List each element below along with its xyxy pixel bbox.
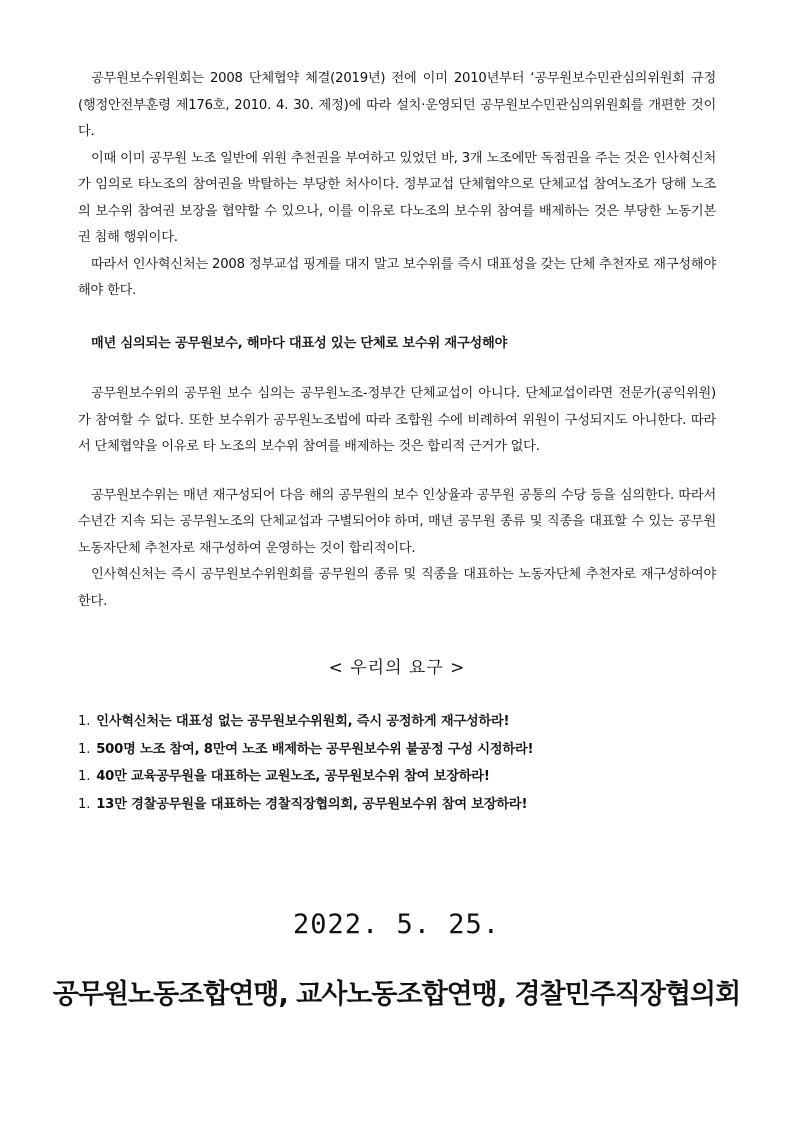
demand-number: 1. <box>78 769 91 784</box>
demand-text: 인사혁신처는 대표성 없는 공무원보수위원회, 즉시 공정하게 재구성하라! <box>96 714 510 729</box>
intro-paragraph-1: 공무원보수위원회는 2008 단체협약 체결(2019년) 전에 이미 2010년부터 ‘공무원보수민관심의위원회 규정(행정안전부훈령 제176호, 2010. 4. 30. 제정)에 따라 설치·운영되던 공무원보수민관심의위원회를 개편한 것이다. <box>78 71 716 139</box>
document-date: 2022. 5. 25. <box>292 909 501 940</box>
demands-list <box>78 708 716 818</box>
intro-paragraph-2: 이때 이미 공무원 노조 일반에 위원 추천권을 부여하고 있었던 바, 3개 노조에만 독점권을 주는 것은 인사혁신처가 임의로 타노조의 참여권을 박탈하는 부당한 처사이다. 정부교섭 단체협약으로 단체교섭 참여노조가 당해 노조의 보수위 참여권 보장을 협약할 수 있으나, 이를 이유로 다노조의 보수위 참여를 배제하는 것은 부당한 노동기본권 침해 행위이다. <box>78 150 716 245</box>
demand-number: 1. <box>78 714 91 729</box>
demand-item <box>78 708 716 736</box>
demand-item <box>78 736 716 764</box>
section-heading: 매년 심의되는 공무원보수, 해마다 대표성 있는 단체로 보수위 재구성해야 <box>91 335 508 351</box>
signatory-organizations: 공무원노동조합연맹, 교사노동조합연맹, 경찰민주직장협의회 <box>52 979 741 1010</box>
demand-text: 13만 경찰공무원을 대표하는 경찰직장협의회, 공무원보수위 참여 보장하라! <box>96 796 528 812</box>
paragraph-gap <box>78 461 716 483</box>
demand-number: 1. <box>78 741 91 757</box>
document-body <box>78 66 716 818</box>
demand-item <box>78 763 716 791</box>
demand-item <box>78 791 716 819</box>
demand-text: 40만 교육공무원을 대표하는 교원노조, 공무원보수위 참여 보장하라! <box>96 769 490 784</box>
demands-title: < 우리의 요구 > <box>328 658 466 678</box>
section-paragraph-2: 공무원보수위는 매년 재구성되어 다음 해의 공무원의 보수 인상율과 공무원 공통의 수당 등을 심의한다. 따라서 수년간 지속 되는 공무원노조의 단체교섭과 구별되어야 하며, 매년 공무원 종류 및 직종을 대표할 수 있는 공무원노동자단체 추천자로 재구성하여 운영하는 것이 합리적이다. <box>78 487 716 556</box>
intro-paragraph-3: 따라서 인사혁신처는 2008 정부교섭 핑계를 대지 말고 보수위를 즉시 대표성을 갖는 단체 추천자로 재구성해야 해야 한다. <box>78 256 716 298</box>
section-paragraph-3: 인사혁신처는 즉시 공무원보수위원회를 공무원의 종류 및 직종을 대표하는 노동자단체 추천자로 재구성하여야 한다. <box>78 567 716 609</box>
demand-number: 1. <box>78 796 91 812</box>
section-paragraph-1: 공무원보수위의 공무원 보수 심의는 공무원노조-정부간 단체교섭이 아니다. 단체교섭이라면 전문가(공익위원)가 참여할 수 없다. 또한 보수위가 공무원노조법에 따라 조합원 수에 비례하여 위원이 구성되지도 아니한다. 따라서 단체협약을 이유로 타 노조의 보수위 참여를 배제하는 것은 합리적 근거가 없다. <box>78 386 716 454</box>
demand-text: 500명 노조 참여, 8만여 노조 배제하는 공무원보수위 불공정 구성 시정하라! <box>96 741 534 757</box>
